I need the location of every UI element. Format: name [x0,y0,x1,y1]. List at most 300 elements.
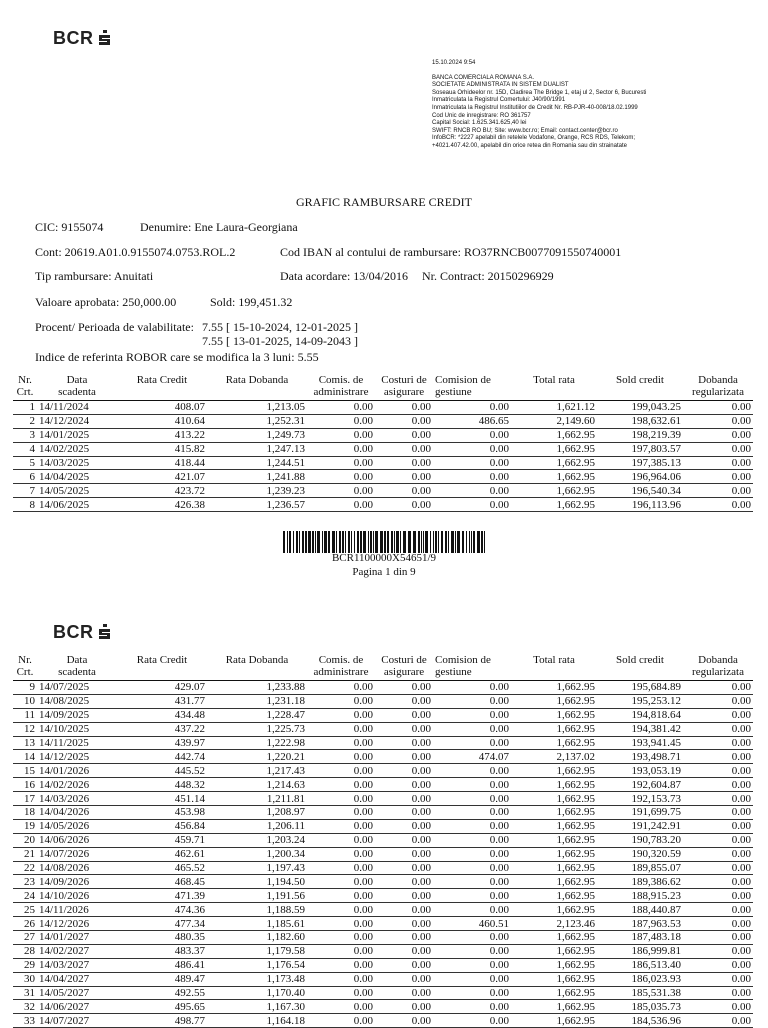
table-header-row [13,374,753,401]
principal-cell: 480.35 [117,931,207,945]
admin-fee-cell: 0.00 [307,861,375,875]
management-fee-cell: 0.00 [433,736,511,750]
adjusted-interest-cell: 0.00 [683,944,753,958]
insurance-cell: 0.00 [375,442,433,456]
principal-cell: 442.74 [117,750,207,764]
table-header-row [13,654,753,681]
total-installment-cell: 1,662.95 [511,806,597,820]
insurance-cell: 0.00 [375,498,433,512]
insurance-cell: 0.00 [375,903,433,917]
due-date: 14/06/2026 [37,833,117,847]
row-number: 21 [13,847,37,861]
barcode-bar [438,531,439,553]
row-number: 3 [13,428,37,442]
management-fee-cell: 0.00 [433,889,511,903]
interest-cell: 1,247.13 [207,442,307,456]
table-row [13,903,753,917]
principal-cell: 434.48 [117,708,207,722]
table-row [13,944,753,958]
adjusted-interest-cell: 0.00 [683,1014,753,1028]
row-number: 4 [13,442,37,456]
page-number: Pagina 1 din 9 [352,566,416,578]
management-fee-cell: 0.00 [433,1000,511,1014]
rate-period-1: 7.55 [ 15-10-2024, 12-01-2025 ] [202,320,358,334]
column-header-line: Dobanda [698,654,738,666]
interest-cell: 1,239.23 [207,484,307,498]
column-header-line: Total rata [533,374,575,386]
barcode-bar [430,531,431,553]
bank-line: BANCA COMERCIALA ROMANA S.A. [432,74,535,81]
row-number: 24 [13,889,37,903]
barcode-bar [348,531,350,553]
barcode-bar [413,531,416,553]
admin-fee-cell: 0.00 [307,428,375,442]
cic-field: CIC: 9155074 [35,220,104,234]
admin-fee-cell: 0.00 [307,889,375,903]
insurance-cell: 0.00 [375,401,433,415]
barcode-bar [400,531,401,553]
management-fee-cell: 0.00 [433,806,511,820]
column-header [683,374,753,401]
bank-line: Capital Social: 1.625.341.625,40 lei [432,120,527,127]
table-row [13,931,753,945]
admin-fee-cell: 0.00 [307,442,375,456]
insurance-cell: 0.00 [375,1000,433,1014]
barcode-bar [283,531,285,553]
insurance-cell: 0.00 [375,764,433,778]
column-header-line: gestiune [435,666,472,678]
total-installment-cell: 1,662.95 [511,708,597,722]
total-installment-cell: 1,662.95 [511,694,597,708]
adjusted-interest-cell: 0.00 [683,1000,753,1014]
total-installment-cell: 2,123.46 [511,917,597,931]
management-fee-cell: 486.65 [433,414,511,428]
adjusted-interest-cell: 0.00 [683,903,753,917]
insurance-cell: 0.00 [375,819,433,833]
column-header-line: Nr. [18,654,32,666]
bcr-mark-icon [98,624,112,642]
adjusted-interest-cell: 0.00 [683,861,753,875]
management-fee-cell: 0.00 [433,833,511,847]
column-header-line: Costuri de [381,654,427,666]
due-date: 14/04/2026 [37,806,117,820]
column-header [117,654,207,681]
barcode-bar [471,531,472,553]
management-fee-cell: 0.00 [433,931,511,945]
barcode-bar [441,531,443,553]
column-header [207,654,307,681]
admin-fee-cell: 0.00 [307,986,375,1000]
total-installment-cell: 1,662.95 [511,1000,597,1014]
principal-cell: 423.72 [117,484,207,498]
management-fee-cell: 0.00 [433,401,511,415]
column-header-line: regularizata [692,666,744,678]
barcode-bar [484,531,485,553]
management-fee-cell: 0.00 [433,792,511,806]
credit-balance-cell: 190,320.59 [597,847,683,861]
column-header-line: Crt. [16,386,34,398]
adjusted-interest-cell: 0.00 [683,681,753,695]
column-header-line: Data [66,654,88,666]
robor-index-field: Indice de referinta ROBOR care se modifica la 3 luni: 5.55 [35,350,319,364]
barcode-bar [418,531,420,553]
total-installment-cell: 1,662.95 [511,778,597,792]
barcode-bar [433,531,434,553]
column-header-line: Rata Credit [136,654,188,666]
adjusted-interest-cell: 0.00 [683,833,753,847]
due-date: 14/02/2027 [37,944,117,958]
table-row [13,861,753,875]
principal-cell: 456.84 [117,819,207,833]
adjusted-interest-cell: 0.00 [683,470,753,484]
principal-cell: 483.37 [117,944,207,958]
row-number: 6 [13,470,37,484]
barcode-bar [469,531,470,553]
column-header-line: Comis. de [318,654,364,666]
adjusted-interest-cell: 0.00 [683,750,753,764]
logo-text: BCR [53,28,94,48]
credit-balance-cell: 196,540.34 [597,484,683,498]
adjusted-interest-cell: 0.00 [683,806,753,820]
total-installment-cell: 1,662.95 [511,986,597,1000]
interest-cell: 1,164.18 [207,1014,307,1028]
due-date: 14/02/2025 [37,442,117,456]
iban-field: Cod IBAN al contului de rambursare: RO37RNCB0077091550740001 [280,245,622,259]
admin-fee-cell: 0.00 [307,944,375,958]
logo-text: BCR [53,622,94,642]
table-row [13,694,753,708]
barcode-bar [299,531,300,553]
principal-cell: 429.07 [117,681,207,695]
admin-fee-cell: 0.00 [307,875,375,889]
barcode-bar [328,531,330,553]
balance-field: Sold: 199,451.32 [210,295,293,309]
barcode-bar [380,531,383,553]
table-row [13,484,753,498]
insurance-cell: 0.00 [375,931,433,945]
barcode-bar [289,531,291,553]
barcode-bar [435,531,437,553]
adjusted-interest-cell: 0.00 [683,736,753,750]
adjusted-interest-cell: 0.00 [683,722,753,736]
total-installment-cell: 1,662.95 [511,972,597,986]
barcode-bar [293,531,294,553]
due-date: 14/05/2026 [37,819,117,833]
total-installment-cell: 1,662.95 [511,456,597,470]
adjusted-interest-cell: 0.00 [683,931,753,945]
barcode-bar [455,531,456,553]
admin-fee-cell: 0.00 [307,401,375,415]
column-header [13,654,37,681]
barcode-bar [336,531,337,553]
total-installment-cell: 2,137.02 [511,750,597,764]
adjusted-interest-cell: 0.00 [683,442,753,456]
due-date: 14/11/2026 [37,903,117,917]
interest-cell: 1,176.54 [207,958,307,972]
bank-line: Inmatriculata la Registrul Institutiilor de Credit Nr. RB-PJR-40-008/18.02.1999 [432,104,638,111]
management-fee-cell: 0.00 [433,875,511,889]
barcode-bar [403,531,406,553]
credit-balance-cell: 188,440.87 [597,903,683,917]
insurance-cell: 0.00 [375,722,433,736]
row-number: 13 [13,736,37,750]
adjusted-interest-cell: 0.00 [683,917,753,931]
row-number: 14 [13,750,37,764]
insurance-cell: 0.00 [375,694,433,708]
due-date: 14/12/2025 [37,750,117,764]
barcode-bar [360,531,362,553]
management-fee-cell: 0.00 [433,819,511,833]
column-header [37,654,117,681]
barcode-bar [451,531,454,553]
column-header [511,654,597,681]
table-row [13,917,753,931]
credit-balance-cell: 189,855.07 [597,861,683,875]
barcode-bar [305,531,307,553]
barcode-bar [332,531,335,553]
due-date: 14/10/2025 [37,722,117,736]
due-date: 14/06/2025 [37,498,117,512]
adjusted-interest-cell: 0.00 [683,764,753,778]
barcode-bar [354,531,355,553]
column-header-line: Costuri de [381,374,427,386]
table-row [13,792,753,806]
principal-cell: 459.71 [117,833,207,847]
insurance-cell: 0.00 [375,792,433,806]
due-date: 14/03/2027 [37,958,117,972]
row-number: 27 [13,931,37,945]
principal-cell: 431.77 [117,694,207,708]
total-installment-cell: 1,662.95 [511,792,597,806]
barcode-bar [448,531,449,553]
interest-cell: 1,185.61 [207,917,307,931]
admin-fee-cell: 0.00 [307,456,375,470]
management-fee-cell: 0.00 [433,484,511,498]
credit-balance-cell: 197,385.13 [597,456,683,470]
barcode-bar [425,531,428,553]
admin-fee-cell: 0.00 [307,958,375,972]
column-header [433,374,511,401]
column-header-line: administrare [313,386,369,398]
total-installment-cell: 1,662.95 [511,944,597,958]
credit-balance-cell: 194,381.42 [597,722,683,736]
due-date: 14/09/2025 [37,708,117,722]
row-number: 28 [13,944,37,958]
principal-cell: 413.22 [117,428,207,442]
credit-balance-cell: 189,386.62 [597,875,683,889]
column-header [13,374,37,401]
barcode-bar [396,531,399,553]
total-installment-cell: 1,662.95 [511,764,597,778]
adjusted-interest-cell: 0.00 [683,498,753,512]
adjusted-interest-cell: 0.00 [683,847,753,861]
bank-logo [53,622,112,643]
insurance-cell: 0.00 [375,875,433,889]
barcode-bar [466,531,467,553]
admin-fee-cell: 0.00 [307,764,375,778]
interest-cell: 1,231.18 [207,694,307,708]
credit-balance-cell: 187,483.18 [597,931,683,945]
credit-balance-cell: 196,964.06 [597,470,683,484]
total-installment-cell: 1,662.95 [511,470,597,484]
due-date: 14/05/2025 [37,484,117,498]
principal-cell: 465.52 [117,861,207,875]
row-number: 9 [13,681,37,695]
barcode-bar [370,531,372,553]
total-installment-cell: 1,662.95 [511,736,597,750]
table-row [13,972,753,986]
insurance-cell: 0.00 [375,778,433,792]
table-row [13,456,753,470]
total-installment-cell: 1,662.95 [511,903,597,917]
grant-date-field: Data acordare: 13/04/2016 [280,269,408,283]
credit-balance-cell: 191,699.75 [597,806,683,820]
barcode-bar [394,531,395,553]
admin-fee-cell: 0.00 [307,806,375,820]
admin-fee-cell: 0.00 [307,778,375,792]
due-date: 14/02/2026 [37,778,117,792]
management-fee-cell: 0.00 [433,681,511,695]
column-header [37,374,117,401]
row-number: 17 [13,792,37,806]
credit-balance-cell: 195,684.89 [597,681,683,695]
column-header-line: gestiune [435,386,472,398]
admin-fee-cell: 0.00 [307,972,375,986]
adjusted-interest-cell: 0.00 [683,414,753,428]
insurance-cell: 0.00 [375,944,433,958]
table-row [13,847,753,861]
bank-line: SOCIETATE ADMINISTRATA IN SISTEM DUALIST [432,82,569,89]
column-header-line: administrare [313,666,369,678]
adjusted-interest-cell: 0.00 [683,708,753,722]
principal-cell: 437.22 [117,722,207,736]
insurance-cell: 0.00 [375,889,433,903]
row-number: 19 [13,819,37,833]
row-number: 20 [13,833,37,847]
total-installment-cell: 2,149.60 [511,414,597,428]
due-date: 14/08/2026 [37,861,117,875]
adjusted-interest-cell: 0.00 [683,875,753,889]
repayment-table-page-2 [13,654,753,1028]
barcode-bar [473,531,475,553]
principal-cell: 489.47 [117,972,207,986]
row-number: 32 [13,1000,37,1014]
insurance-cell: 0.00 [375,972,433,986]
column-header-line: Rata Dobanda [225,654,289,666]
column-header [597,374,683,401]
total-installment-cell: 1,662.95 [511,861,597,875]
due-date: 14/01/2025 [37,428,117,442]
table-row [13,1014,753,1028]
barcode-bar [363,531,366,553]
insurance-cell: 0.00 [375,428,433,442]
admin-fee-cell: 0.00 [307,681,375,695]
management-fee-cell: 0.00 [433,470,511,484]
column-header-line: Rata Dobanda [225,374,289,386]
due-date: 14/11/2025 [37,736,117,750]
barcode-bar [384,531,386,553]
due-date: 14/01/2027 [37,931,117,945]
table-row [13,428,753,442]
bank-line: SWIFT: RNCB RO BU; Site: www.bcr.ro; Email: contact.center@bcr.ro [432,127,618,134]
adjusted-interest-cell: 0.00 [683,456,753,470]
admin-fee-cell: 0.00 [307,722,375,736]
credit-balance-cell: 198,219.39 [597,428,683,442]
interest-cell: 1,241.88 [207,470,307,484]
bank-line: Soseaua Orhideelor nr. 15D, Cladirea The Bridge 1, etaj ul 2, Sector 6, Bucuresti [432,89,647,96]
barcode-bar [317,531,320,553]
adjusted-interest-cell: 0.00 [683,694,753,708]
column-header [683,654,753,681]
rate-period-label: Procent/ Perioada de valabilitate: [35,320,194,334]
admin-fee-cell: 0.00 [307,931,375,945]
barcode-bar [315,531,316,553]
management-fee-cell: 474.07 [433,750,511,764]
total-installment-cell: 1,662.95 [511,1014,597,1028]
credit-balance-cell: 195,253.12 [597,694,683,708]
barcode-bar [322,531,323,553]
table-row [13,819,753,833]
row-number: 12 [13,722,37,736]
interest-cell: 1,233.88 [207,681,307,695]
admin-fee-cell: 0.00 [307,1000,375,1014]
principal-cell: 495.65 [117,1000,207,1014]
management-fee-cell: 0.00 [433,958,511,972]
bank-line: Cod Unic de inregistrare: RO 361757 [432,112,531,119]
bank-logo [53,28,112,49]
management-fee-cell: 0.00 [433,722,511,736]
table-row [13,806,753,820]
credit-balance-cell: 186,999.81 [597,944,683,958]
interest-cell: 1,222.98 [207,736,307,750]
column-header-line: scadenta [58,666,96,678]
barcode-bar [421,531,422,553]
table-row [13,889,753,903]
print-datetime: 15.10.2024 9:54 [432,60,476,66]
repayment-table-page-1 [13,374,753,512]
due-date: 14/12/2026 [37,917,117,931]
management-fee-cell: 0.00 [433,903,511,917]
row-number: 7 [13,484,37,498]
principal-cell: 445.52 [117,764,207,778]
total-installment-cell: 1,662.95 [511,484,597,498]
interest-cell: 1,170.40 [207,986,307,1000]
principal-cell: 453.98 [117,806,207,820]
principal-cell: 474.36 [117,903,207,917]
interest-cell: 1,220.21 [207,750,307,764]
contract-number-field: Nr. Contract: 20150296929 [422,269,554,283]
credit-balance-cell: 184,536.96 [597,1014,683,1028]
row-number: 25 [13,903,37,917]
credit-balance-cell: 187,963.53 [597,917,683,931]
column-header [375,654,433,681]
interest-cell: 1,208.97 [207,806,307,820]
table-row [13,778,753,792]
rate-period-2: 7.55 [ 13-01-2025, 14-09-2043 ] [202,334,358,348]
admin-fee-cell: 0.00 [307,833,375,847]
due-date: 14/11/2024 [37,401,117,415]
table-row [13,414,753,428]
row-number: 10 [13,694,37,708]
interest-cell: 1,211.81 [207,792,307,806]
column-header [307,374,375,401]
principal-cell: 468.45 [117,875,207,889]
column-header-line: Sold credit [616,654,664,666]
admin-fee-cell: 0.00 [307,847,375,861]
barcode-bar [481,531,483,553]
insurance-cell: 0.00 [375,917,433,931]
adjusted-interest-cell: 0.00 [683,401,753,415]
